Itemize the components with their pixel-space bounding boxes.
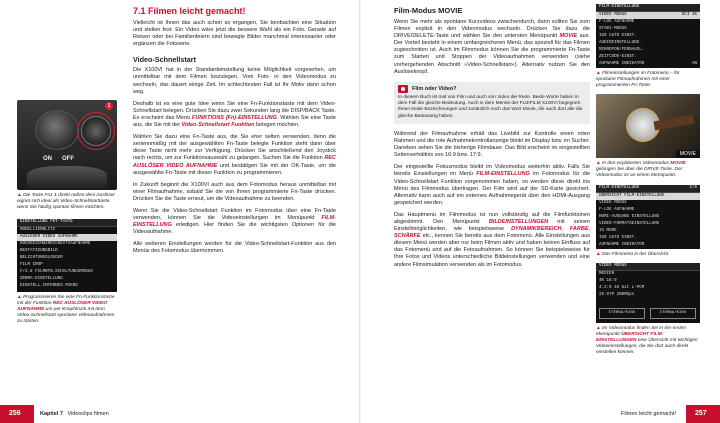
menu-item: ZEITCODE-EINST. [599, 55, 637, 59]
paragraph: Das Hauptmenü im Filmmodus ist nun vollständig auf die Filmfunktionen abgestimmt. Den Menüpunkt BILDEINSTELLUNGEN mit seinen Einstellmöglichkeiten, wie beispielsweise DYNAMIKBEREICH, FARBE, SCHÄRFE etc., kennen Sie bereits aus dem Fotomenü. Alle Einstellungen aus diesem Menü werden aber nur beim Filmen aktiv und haben keinen Einfluss auf das Fotomenü und auf die Fotoaufnahmen. So können Sie beispielsweise für Ihre Fotos und Videos unterschiedliche Bildeinstellungen verwenden und eine andere Filmsimulation verwenden als im Fotomodus. [394, 211, 591, 268]
menu-item: ISO AUTO EINST. [599, 236, 637, 240]
menu-item: HOCHGESCHWINDIGKEITSAUFNAHME [20, 242, 91, 246]
menu-item: F/2.8 FILMBTN.SCHALTUNGSMODUS [20, 270, 93, 274]
menu-item: F-LOG AUFNAHME [599, 208, 635, 212]
menu-item: VIDEO MODUS [599, 201, 627, 205]
left-footer [0, 405, 360, 423]
paragraph: Der eingestellte Fokusmodus bleibt im Videomodus weiterhin aktiv. Falls Sie bereits Einstellungen im Menü FILM-EINSTELLUNG im Fotomodus für die Video-Schnellstart Funktion vorgenommen haben, so werden diese direkt ins Menü des Filmmodus übertragen. Der Film wird auf der SD-Karte gesichert. Alternativ kann auch auf ein externes Aufnahmegerät über den HDMI-Ausgang gespeichert werden. [394, 164, 590, 206]
caption-triangle-icon: ▲ [596, 161, 601, 166]
caption-movie-mode: ▲ In den explizierten Videomodus MOVIE gelangen Sie über die DRIVE-Taste. Der Videomodus ist an einem Menüpunkt. [596, 161, 686, 178]
caption-triangle-icon: ▲ [596, 71, 601, 76]
left-main-column [133, 6, 336, 261]
page-gutter [359, 0, 361, 423]
menu-item: AUDIOEINSTELLUNG [599, 41, 640, 45]
menu-item: EINSTELL.INTERNES MIKRO [20, 284, 78, 288]
menu-title: FILM-EINSTELLUNG 1/6 [596, 185, 700, 193]
footer-section-title: Filmen leicht gemacht! [620, 411, 676, 417]
note-title: Film oder Video? [412, 85, 457, 92]
footer-chapter-title: Videoclips filmen [67, 411, 109, 417]
right-main-column [394, 6, 590, 274]
movie-liveview-image [596, 94, 700, 158]
footer-chapter: Kapitel 7 [40, 411, 63, 417]
caption-fn-program: ▲ Programmieren Sie eine Fn-Funktionstaste mit der Funktion REC AUSLÖSER VIDEO AUFNAHME um per Knopfdruck mit dem Video-Schnellstart spontane Videoaufnahmen zu starten. [17, 295, 115, 324]
watch-strap [654, 115, 695, 131]
menu-item: FILM CROP [20, 263, 43, 267]
caption-triangle-icon: ▲ [17, 295, 22, 300]
paragraph: In Zukunft beginnt die X100VI auch aus dem Fotomodus heraus unmittelbar mit einer Filmaufnahme, sobald Sie die von Ihnen programmierte Fn-Taste drücken. Drücken Sie die Taste erneut, um die Videoaufnahme zu beenden. [133, 181, 336, 202]
paragraph: Die X100VI hat in der Standardeinstellung keine Möglichkeit vorgesehen, um unmittelbar mit dem Filmen loszulegen. Vom Foto- in den Videomodus zu wechseln, das dauert einige Zeit. Im schlechtesten Fall ist Ihr Motiv dann schon weg. [133, 67, 336, 95]
camera-lower-dial [27, 166, 107, 188]
menu-item: ISO AUTO EINST. [599, 34, 637, 38]
caption-fn1: ▲ Die Taste Fn1 1 direkt neben dem Auslöser eignet sich ideal als Video-Schnellstarttaste, wenn Sie häufig spontan filmen möchten. [17, 193, 116, 210]
caption-triangle-icon: ▲ [596, 326, 601, 331]
page-number-box [686, 405, 720, 423]
menu-item: BESTÄTIGUNGBILD [20, 249, 58, 253]
menu-item-selected: AUSLÖSER VIDEO AUFNAHME [17, 234, 117, 241]
paragraph: Wenn Sie mehr als spontane Kurzvideos zwischendurch, dann sollten Sie zum Filmen explizit in den Videomodus wechseln. Drücken Sie dazu die DRIVE/DELETE-Taste und wählen Sie den untersten Menüpunkt MOVIE aus. Der Vorteil besteht in einem umfangreicheren Menü, das speziell für das Filmen zugeschnitten ist. Auch im Filmmodus können Sie die programmierte Fn-Taste zum Starten und Stoppen der Videoaufnahmen verwenden (siehe vorhergehenden Abschnitt »Video-Schnellstart«). Alternativ nutzen Sie den Auslöseknopf. [394, 19, 590, 75]
left-margin-column [17, 100, 117, 325]
menu-item: HDMI-AUSGABE EINSTELLUNG [599, 215, 660, 219]
camera-top-image [17, 100, 117, 190]
note-text: In diesem Buch ist mal von Film und auch von Video die Rede. Beide Worte haben in dem Fall die gleiche Bedeutung. Auch in dem Menüs der FUJIFILM X100VI begegnen Ihnen beide Bezeichnungen und zusätzlich noch das Wort Movie, die auch dort alle die gleiche Bedeutung haben. [398, 94, 583, 119]
video-mode-screenshot [596, 263, 700, 323]
paragraph: Wählen Sie dazu eine Fn-Taste aus, die Sie eher selten verwenden, denn die seriennmäßig mit der ausgewählten Fn-Taste belegte Funktion steht dann über diese Taste nicht mehr zur Verfügung. Drücken Sie anschließend den Joystick nach rechts, um zur Funktionsauswahl zu gelangen. Suchen Sie die Funktion REC AUSLÖSER VIDEO AUFNAHME und bestätigen Sie mit der OK-Taste, um die ausgewählte Fn-Taste mit dieser Funktion zu programmieren. [133, 134, 336, 176]
fn1-highlight-circle [77, 112, 115, 150]
menu-title: FILM-EINSTELLUNG [596, 4, 700, 12]
caption-film-menu: ▲ Das Filmmenü in der Übersicht. [596, 252, 670, 257]
paragraph: Deshalb ist es eine gute Idee wenn Sie eine Fn-Funktionstaste mit dem Video-Schnellstart belegen. Drücken Sie dazu zwei Sekunden lang die DISP/BACK Taste. Es erscheint das Menü FUNKTIONS (Fn)-EINSTELLUNG. Wählen Sie eine Taste aus, die Sie mit der Video-Schnellstart Funktion belegen möchten. [133, 100, 336, 129]
page-number: 256 [9, 410, 21, 417]
screen-line: MEDIEN [599, 272, 615, 276]
paragraph: Wenn Sie die Video-Schnellstart Funktion im Fotomodus über eine Fn-Taste verwenden, können Sie die Videoeinstellungen im Menüpunkt FILM-EINSTELLUNG erledigen. Hier finden Sie die wichtigsten Optionen für die Videoaufnahme. [133, 207, 336, 236]
menu-item: F-LOG AUFNAHME [599, 20, 635, 24]
movie-label: MOVIE [676, 150, 700, 158]
page-number: 257 [695, 410, 707, 417]
callout-number: 1 [105, 102, 113, 110]
note-header [398, 85, 586, 93]
page-number-box [0, 405, 34, 423]
caption-triangle-icon: ▲ [17, 193, 22, 198]
section-heading-film-modus: Film-Modus MOVIE [394, 6, 463, 15]
menu-item: IS MODE [599, 229, 617, 233]
menu-item: VIDEO-FORMATSEINSTELLUNG [599, 222, 660, 226]
switch-label-off: OFF [62, 156, 74, 162]
menu-item: MODELLIERBLITZ [20, 228, 56, 232]
film-sim-box: ETERNA/KINO [650, 308, 696, 319]
intro-paragraph: Vielleicht ist Ihnen das auch schon so ergangen, Sie beobachten eine Situation und stellen fest: Ein Video wäre jetzt die bessere Wahl als ein Foto. Gerade auf Reisen oder bei Familienfeiern sind bewegte Bilder manchmal interessanter oder ergänzen die Fotoserie. [133, 20, 336, 48]
menu-item: AUFNAHME INDIKATOR AN [599, 62, 697, 66]
menu-item: BELICHTUNGSLOGGER [20, 256, 63, 260]
fn-settings-menu-screenshot [17, 219, 117, 292]
menu-item-selected: VIDEO MODUS DCI 4K [596, 12, 700, 19]
camera-icon [398, 85, 408, 93]
paragraph: Während der Filmaufnahme erhält das Livebild zur Kontrolle einen roten Rahmen und die rote Aufnahmekontrollanzeige blinkt im Display bzw. im Sucher. Daneben sehen Sie die bisherige Filmdauer. Das Bild erscheint im eingestellten Seitenverhältnis von 16:9 bzw. 17:9. [394, 130, 590, 159]
note-box [394, 82, 590, 124]
camera-dial [35, 110, 79, 150]
right-image-column [596, 4, 700, 356]
menu-item: MIKROFON/FERNAUSL. [599, 48, 645, 52]
caption-film-settings: ▲ Filmeinstellungen im Fotomenü – für spontane Filmaufnahmen mit einer programmierten Fn-Taste. [596, 71, 680, 88]
menu-item: ZEBRA-EINSTELLUNG [20, 277, 63, 281]
screen-line: 4:2:0 10 bit L-PCM [599, 286, 645, 290]
switch-label-on: ON [43, 156, 52, 162]
paragraph: Alle weiteren Einstellungen werden für die Video-Schnellstart-Funktion aus den Menüs des Fotomodus übernommen. [133, 241, 336, 255]
section-heading: 7.1 Filmen leicht gemacht! [133, 6, 246, 16]
menu-item-selected: ÜBERSICHT FILM-EINSTELLUNG [596, 193, 700, 200]
subheading-video-schnellstart: Video-Schnellstart [133, 55, 196, 65]
caption-video-overview: ▲ Im Videomodus finden Sie in der ersten Menüpunkt ÜBERSICHT FILM-EINSTELLUNGEN eine Übersicht mit wichtigen Videoeinstellungen, die Sie dort auch direkt einstellen können. [596, 326, 698, 355]
menu-title: EINSTELLUNG FKT-TASTE [17, 219, 117, 227]
right-footer [360, 405, 720, 423]
screen-line: 4K 16:9 [599, 279, 617, 283]
caption-triangle-icon: ▲ [596, 252, 601, 257]
film-sim-box: ETERNA/KINO [599, 308, 645, 319]
film-settings-menu-screenshot [596, 4, 700, 68]
screen-title: VIDEO MODUS [596, 263, 700, 271]
menu-item: AUFNAHME INDIKATOR [599, 243, 645, 247]
footer-chapter-line [40, 411, 109, 417]
screen-line: 29.97P 200Mbps [599, 293, 635, 297]
menu-item: STABI-MODUS [599, 27, 627, 31]
film-menu-overview-screenshot [596, 185, 700, 249]
